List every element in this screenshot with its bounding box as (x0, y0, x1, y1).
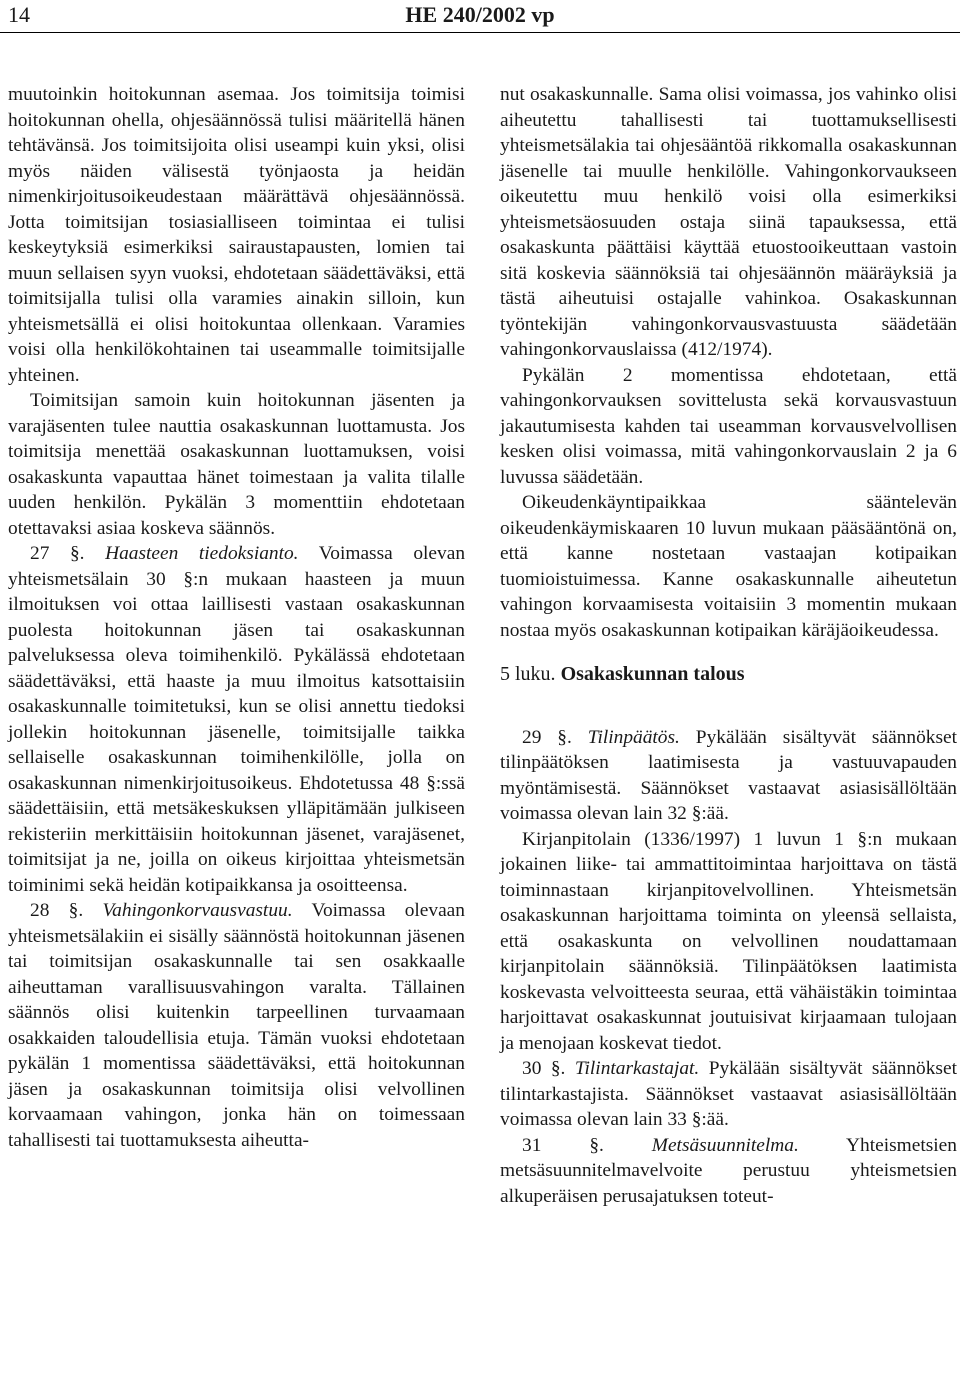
section-title: Vahingonkorvausvastuu. (102, 900, 293, 921)
section-number: 31 §. (522, 1134, 604, 1156)
section-text: Pykälään sisältyvät säännökset tilinpäätöksen laatimisesta ja vastuuvapauden myöntämisestä. Säännökset vastaavat asiasisällöltään voimassa olevan lain 32 §:ää. (500, 726, 957, 824)
paragraph: Pykälän 2 momentissa ehdotetaan, että vahingonkorvauksen sovittelusta sekä korvausvastuun jakautumisesta kahden tai useamman korvausvelvollisen kesken olisi voimassa, mitä vahingonkorvauslain 2 ja 6 luvussa säädetään. (500, 364, 957, 488)
section-number: 30 §. (522, 1058, 566, 1079)
paragraph: muutoinkin hoitokunnan asemaa. Jos toimitsija toimisi hoitokunnan ohella, ohjesäännössä tulisi määritellä hänen tehtävänsä. Jos toimitsijoita olisi useampi kuin yksi, olisi myös näiden välisestä työnjaosta ja heidän nimenkirjoitusoikeudestaan määrättävä ohjesäännössä. Jotta toimitsijan tosiasialliseen toimintaa ei tulisi keskeytyksiä esimerkiksi sairaustapausten, lomien tai muun sellaisen syyn vuoksi, ehdotetaan säädettäväksi, että toimitsijalla tulisi olla varamies ainakin silloin, kun yhteismetsällä ei olisi hoitokuntaa ollenkaan. Varamies voisi olla henkilökohtainen tai useammalle toimitsijalle yhteinen. (8, 84, 465, 386)
section-paragraph (500, 1133, 957, 1210)
section-text: Voimassa olevan yhteismetsälain 30 §:n mukaan haasteen ja muun ilmoituksen voi ottaa laillisesti vastaan osakaskunnan puolesta hoitokunnan jäsen tai osakaskunnan palveluksessa oleva toimihenkilö. Pykälässä ehdotetaan säädettäväksi, että haaste ja muu ilmoitus katsottaisiin osakaskunnalle toimitetuksi, kun se olisi annettu tiedoksi jollekin hoitokunnan jäsenelle, toimitsijalle taikka sellaiselle osakaskunnan toimihenkilölle, jolla on osakaskunnan nimenkirjoitusoikeus. Ehdotetussa 48 §:ssä säädettäisiin, että metsäkeskuksen ylläpitämään julkiseen rekisteriin merkittäisiin hoitokunnan jäsenet, varajäsenet, toimitsijat ja ne, joilla on oikeus kirjoittaa yhteismetsän toiminimi sekä heidän kotipaikkansa ja osoitteensa. (8, 543, 466, 896)
chapter-heading (500, 662, 957, 688)
page-header (0, 0, 960, 33)
paragraph: Kirjanpitolain (1336/1997) 1 luvun 1 §:n mukaan jokainen liike- tai ammattitoimintaa harjoittava on tästä toiminnastaan kirjanpitovelvollinen. Yhteismetsän osakaskunnan harjoittama toiminta on yleensä sellaista, että osakaskunta on velvollinen noudattamaan kirjanpitolain säännöksiä. Tilinpäätöksen laatimista koskevasta velvoitteesta seuraa, että vähäistäkin toimintaa harjoittavat osakaskunnat joutuisivat kirjaamaan tulojaan ja menojaan koskevat tiedot. (500, 828, 957, 1054)
section-number: 27 §. (30, 543, 85, 564)
document-id: HE 240/2002 vp (405, 2, 555, 27)
left-column (8, 82, 465, 1153)
page-number: 14 (8, 2, 30, 27)
section-paragraph (500, 1056, 957, 1133)
section-paragraph (500, 725, 957, 827)
section-number: 28 §. (30, 900, 84, 921)
chapter-number: 5 luku. (500, 663, 556, 685)
section-text: Voimassa olevaan yhteismetsälakiin ei sisälly säännöstä hoitokunnan jäsenen tai toimitsijan osakaskunnalle tai sen osakkaalle aiheuttaman varallisuusvahingon varalta. Tällainen säännös olisi kuitenkin tarpeellinen turvaamaan osakkaiden taloudellisia etuja. Tämän vuoksi ehdotetaan pykälän 1 momentissa säädettäväksi, että hoitokunnan jäsen ja osakaskunnan toimitsija olisi velvollinen korvaamaan vahingon, jonka hän on toimessaan tahallisesti tai tuottamuksesta aiheutta- (8, 900, 465, 1151)
section-text: Yhteismetsien metsäsuunnitelmavelvoite perustuu yhteismetsien alkuperäisen perusajatuksen toteut- (500, 1134, 957, 1207)
paragraph: Oikeudenkäyntipaikkaa sääntelevän oikeudenkäymiskaaren 10 luvun mukaan pääsääntönä on, että kanne nostetaan vastaajan kotipaikan tuomioistuimessa. Kanne osakaskunnalle aiheutetun vahingon korvaamisesta voitaisiin 3 momentin mukaan nostaa myös osakaskunnan kotipaikan käräjäoikeudessa. (500, 492, 957, 641)
section-paragraph (8, 541, 465, 898)
section-text: Pykälään sisältyvät säännökset tilintarkastajista. Säännökset vastaavat asiasisällöltään voimassa olevan lain 33 §:ää. (500, 1058, 957, 1130)
section-number: 29 §. (522, 726, 572, 748)
section-title: Tilinpäätös. (587, 726, 680, 748)
chapter-title: Osakaskunnan talous (560, 663, 745, 685)
section-title: Tilintarkastajat. (574, 1058, 700, 1079)
section-title: Haasteen tiedoksianto. (105, 543, 299, 564)
paragraph: Toimitsijan samoin kuin hoitokunnan jäsenten ja varajäsenten tulee nauttia osakaskunnan luottamusta. Jos toimitsija menettää osakaskunnan luottamuksen, voisi osakaskunta vapauttaa hänet toimestaan ja valita tilalle uuden henkilön. Pykälän 3 momenttiin ehdotetaan otettavaksi asiaa koskeva säännös. (8, 390, 465, 539)
paragraph: nut osakaskunnalle. Sama olisi voimassa, jos vahinko olisi aiheutettu tahallisesti tai tuottamuksellisesti yhteismetsälakia tai ohjesääntöä rikkomalla osakaskunnan jäsenelle tai muulle henkilölle. Vahingonkorvaukseen oikeutettu muu henkilö voisi olla esimerkiksi yhteismetsäosuuden ostaja siinä tapauksessa, että osakaskunta päättäisi käyttää etuostooikeuttaan vastoin sitä koskevia säännöksiä tai ohjesäännön määräyksiä ja tästä aiheutuisi ostajalle vahinkoa. Osakaskunnan työntekijän vahingonkorvausvastuusta säädetään vahingonkorvauslaissa (412/1974). (500, 84, 957, 360)
section-title: Metsäsuunnitelma. (651, 1134, 799, 1156)
right-column (500, 82, 957, 1209)
section-paragraph (8, 898, 465, 1153)
